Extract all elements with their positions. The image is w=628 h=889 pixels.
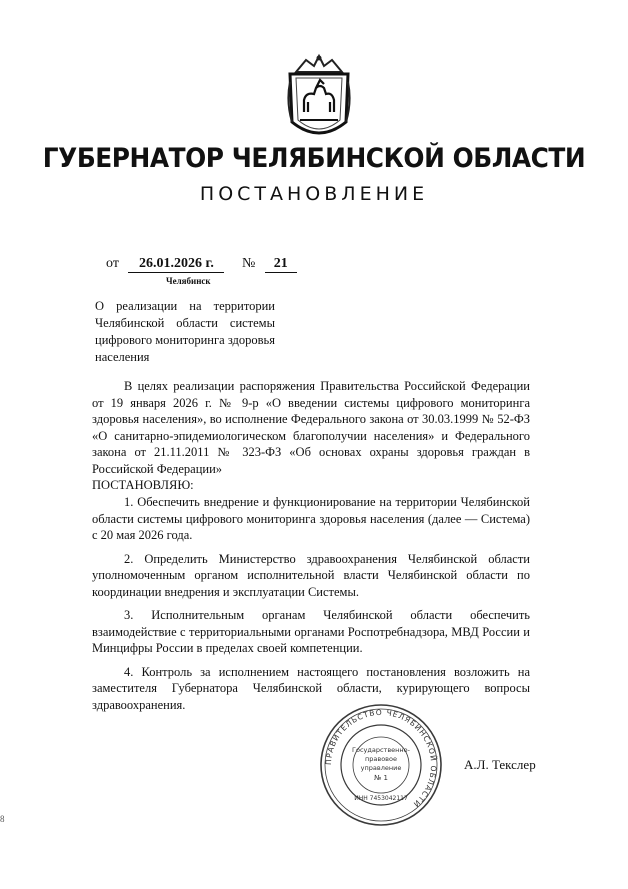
number-prefix: №: [241, 256, 256, 271]
issuer-title: ГУБЕРНАТОР ЧЕЛЯБИНСКОЙ ОБЛАСТИ: [42, 143, 586, 174]
date-number-line: [106, 256, 297, 273]
official-seal: [318, 702, 444, 828]
seal-center-line: правовое: [365, 755, 397, 763]
decree-item: 2. Определить Министерство здравоохранения Челябинской области уполномоченным органом исполнительной власти Челябинской области по координации внедрения и эксплуатации Системы.: [92, 551, 530, 599]
preamble-paragraph: В целях реализации распоряжения Правительства Российской Федерации от 19 января 2026 г. № 9-р «О введении системы цифрового мониторинга здоровья населения», во исполнение Федерального закона от 30.03.1999 № 52-ФЗ «О санитарно-эпидемиологическом благополучии населения» и Федерального закона от 21.11.2011 № 323-ФЗ «Об основах охраны здоровья граждан в Российской Федерации»: [92, 379, 530, 476]
signatory-name: А.Л. Текслер: [464, 757, 536, 772]
city-label: Челябинск: [166, 276, 211, 286]
document-type: ПОСТАНОВЛЕНИЕ: [199, 183, 429, 205]
decree-item: 1. Обеспечить внедрение и функционирование на территории Челябинской области системы цифрового мониторинга здоровья населения (далее — Система) с 20 мая 2026 года.: [92, 495, 530, 542]
decree-item: 3. Исполнительным органам Челябинской области обеспечить взаимодействие с территориальными органами Роспотребнадзора, МВД России и Минцифры России в пределах своей компетенции.: [92, 608, 530, 655]
decree-item: 4. Контроль за исполнением настоящего постановления возложить на заместителя Губернатора Челябинской области, курирующего вопросы здравоохранения.: [92, 664, 530, 712]
document-number: 21: [265, 256, 297, 273]
seal-center-line: Государственно-: [352, 746, 410, 754]
decree-items: [92, 494, 530, 720]
seal-center-line: управление: [360, 764, 402, 772]
date-prefix: от: [106, 256, 119, 271]
document-subject: О реализации на территории Челябинской области системы цифрового мониторинга здоровья населения: [95, 299, 275, 364]
document-date: 26.01.2026 г.: [128, 256, 224, 273]
seal-bottom-text: ИНН 7453042117: [354, 795, 408, 802]
decree-word: ПОСТАНОВЛЯЮ:: [92, 478, 194, 492]
margin-mark: 8: [0, 814, 5, 824]
seal-center-line: № 1: [374, 774, 388, 782]
coat-of-arms-emblem: [286, 52, 352, 148]
seal-ring-text: ПРАВИТЕЛЬСТВО ЧЕЛЯБИНСКОЙ ОБЛАСТИ: [323, 707, 439, 810]
